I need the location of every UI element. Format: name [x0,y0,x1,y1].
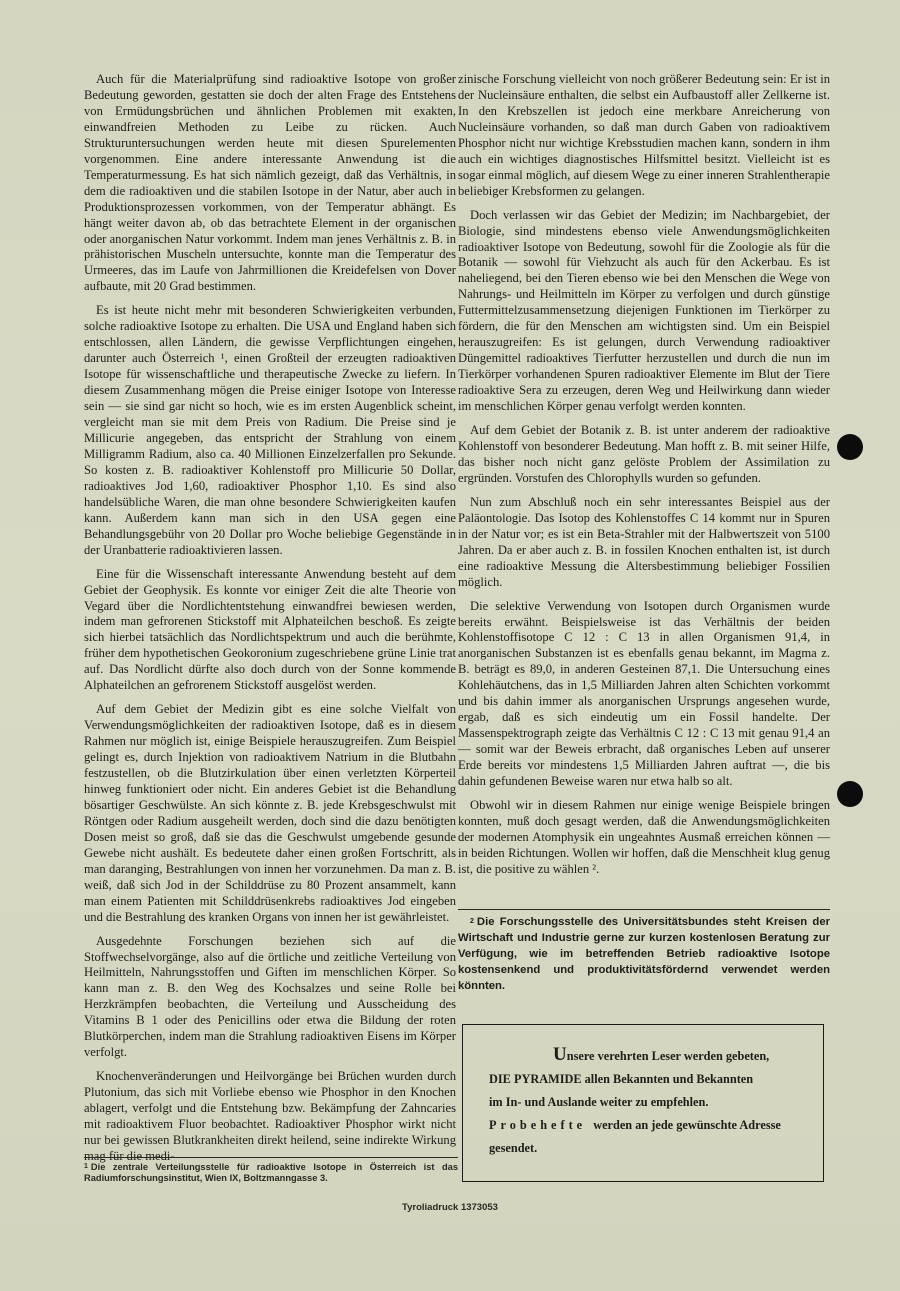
punch-hole-bottom [837,781,863,807]
paragraph-bones: Knochenveränderungen und Heilvorgänge bei Brüchen wurden durch Plutonium, das sich mit Vorliebe ebenso wie Phosphor in den Knochen ablagert, verfolgt und die Entstehung bzw. Bekämpfung der Zahncaries mit radioaktivem Fluor beobachtet. Radioaktiver Phosphor wirkt nicht nur bei gewissen Blutkrankheiten direkt heilend, seine indirekte Wirkung mag für die medi- [84,1069,456,1163]
paragraph-botany: Auf dem Gebiet der Botanik z. B. ist unter anderem der radioaktive Kohlenstoff von besonderer Bedeutung. Man hofft z. B. mit seiner Hilfe, das bisher noch nicht ganz gelöste Problem der Assimilation zu ergründen. Vorstufen des Chlorophylls wurden so gefunden. [458,423,830,485]
paragraph-medicine-continued: zinische Forschung vielleicht von noch größerer Bedeutung sein: Er ist in der Nucleinsäure enthalten, die selbst ein Aufbaustoff aller Zellkerne ist. In den Krebszellen ist jedoch eine merkbare Anreicherung von Nucleinsäure vorhanden, so daß man durch Gaben von radioaktivem Phosphor nicht nur wichtige Krebsstudien machen kann, sondern in ihm auch ein wichtiges diagnostisches Hilfsmittel besitzt. Vielleicht ist es sogar einmal möglich, auf diesem Wege zu einer inneren Strahlentherapie beliebiger Krebsformen zu gelangen. [458,72,830,198]
reader-notice-box [462,1024,824,1182]
footnote-1 [84,1161,458,1184]
footnote-1-text: Die zentrale Verteilungsstelle für radioaktive Isotope in Österreich ist das Radiumforschungsinstitut, Wien IX, Boltzmanngasse 3. [84,1162,458,1183]
paragraph-material-testing: Auch für die Materialprüfung sind radioaktive Isotope von großer Bedeutung geworden, gestatten sie doch der alten Frage des Entstehens von Ermüdungsbrüchen und ähnlichen Problemen mit exakten, einwandfreien Methoden zu Leibe zu rücken. Auch Strukturuntersuchungen werden heute mit diesen Spurelementen vorgenommen. Eine andere interessante Anwendung ist die Temperaturmessung. Es hat sich nämlich gezeigt, daß das Verhältnis, in dem die radioaktiven und die stabilen Isotope in der Natur, aber auch in Produktionsprozessen vorkommen, von der Temperatur abhängt. Es hängt weiter davon ab, ob das betrachtete Element in der organischen oder anorganischen Natur vorkommt. Indem man jenes Verhältnis z. B. in prähistorischen Muscheln untersuchte, konnte man die Temperatur des Urmeeres, das im Laufe von Jahrmillionen die Kreidefelsen von Dover aufbaute, mit 20 Grad bestimmen. [84,72,456,294]
notice-line-1: Unsere verehrten Leser werden gebeten, [553,1044,770,1065]
right-column [458,72,830,886]
printer-mark: Tyroliadruck 1373053 [402,1202,498,1213]
footnote-divider-left [84,1157,458,1158]
notice-line-2: DIE PYRAMIDE allen Bekannten und Bekannten [489,1072,754,1086]
footnote-1-marker: 1 [84,1163,88,1170]
paragraph-paleontology: Nun zum Abschluß noch ein sehr interessantes Beispiel aus der Paläontologie. Das Isotop des Kohlenstoffes C 14 kommt nur in Spuren in der Natur vor; es ist ein Beta-Strahler mit der Halbwertszeit von 5100 Jahren. Da er aber auch z. B. in fossilen Knochen enthalten ist, ist durch eine radioaktive Messung die Altersbestimmung beliebiger Fossilien möglich. [458,494,830,589]
footnote-2 [458,914,830,994]
paragraph-medicine: Auf dem Gebiet der Medizin gibt es eine solche Vielfalt von Verwendungsmöglichkeiten der radioaktiven Isotope, daß es in diesem Rahmen nur möglich ist, einige Beispiele herauszugreifen. Zum Beispiel gelingt es, durch Injektion von radioaktivem Natrium in die Blutbahn festzustellen, ob die Blutzirkulation über einen verletzten Körperteil hinweg funktioniert oder nicht. Ein anderes Gebiet ist die Behandlung bösartiger Geschwülste. An sich könnte z. B. jede Krebsgeschwulst mit Röntgen oder Radium ausgeheilt werden, doch sind die dazu benötigten Dosen meist so groß, daß sie das die Geschwulst umgebende gesunde Gewebe nicht aushält. Es bedeutete daher einen großen Fortschritt, als man daranging, Bestrahlungen von innen her vorzunehmen. Da man z. B. weiß, daß sich Jod in der Schilddrüse zu 80 Prozent ansammelt, kann man einem Patienten mit Schilddrüsenkrebs radioaktives Jod eingeben und die Bestrahlung des kranken Organs von innen her ist gewährleistet. [84,702,456,924]
footnote-divider-right [458,909,830,910]
magazine-name: DIE PYRAMIDE [489,1072,582,1086]
footnote-2-text: Die Forschungsstelle des Universitätsbundes steht Kreisen der Wirtschaft und Industrie gerne zur kurzen kostenlosen Beratung zur Verfügung, wie im betreffenden Betrieb radioaktive Isotope kostensenkend und produktivitätsfördernd verwendet werden könnten. [458,916,830,992]
notice-line-5: gesendet. [489,1141,538,1155]
footnote-2-marker: 2 [470,918,474,925]
paragraph-geophysics: Eine für die Wissenschaft interessante Anwendung besteht auf dem Gebiet der Geophysik. Es konnte vor einiger Zeit die alte Theorie von Vegard über die Nordlichtentstehung einwandfrei bewiesen werden, indem man gefrorenen Stickstoff mit Alphateilchen beschoß. Es zeigte sich hierbei tatsächlich das Nordlichtspektrum und auch die berühmte, früher dem hypothetischen Geokoronium zugeschriebene grüne Linie trat auf. Das Nordlicht dürfte also doch durch von der Sonne kommende Alphateilchen an gefrorenem Stickstoff ausgelöst werden. [84,566,456,693]
punch-hole-top [837,434,863,460]
left-column [84,72,456,1173]
paragraph-biology: Doch verlassen wir das Gebiet der Medizin; im Nachbargebiet, der Biologie, sind mindestens ebenso viele Anwendungsmöglichkeiten radioaktiver Isotope von Bedeutung, sowohl für die Zoologie als für die Botanik — sowohl für Viehzucht als auch für den Ackerbau. Es ist naheliegend, bei den Tieren ebenso wie bei den Menschen die Wege von Nahrungs- und Heilmitteln im Körper zu verfolgen und durch günstige Futtermittelzusammensetzung diejenigen Funktionen im Tierkörper zu fördern, die für den Menschen am wichtigsten sind. Um ein Beispiel herauszugreifen: Es ist gelungen, durch Verwendung radioaktiver Düngemittel radioaktives Tierfutter herzustellen und durch die nun im Tierkörper vorhandenen Spuren radioaktiver Elemente im Blut der Tiere radioaktive Sera zu erzeugen, deren Weg und Heilwirkung dann wieder im menschlichen Körper genau verfolgt werden konnten. [458,207,830,414]
paragraph-metabolism: Ausgedehnte Forschungen beziehen sich auf die Stoffwechselvorgänge, also auf die örtliche und zeitliche Verteilung von Heilmitteln, Nahrungsstoffen und Giften im menschlichen Körper. So kann man z. B. den Weg des Kochsalzes und seine Rolle bei Herzkrämpfen beobachten, die Verteilung und Ausscheidung des Vitamins B 1 oder des Penicillins oder etwa die Bildung der roten Blutkörperchen, indem man die Strahlung radioaktiven Eisens im Körper verfolgt. [84,933,456,1060]
paragraph-conclusion: Obwohl wir in diesem Rahmen nur einige wenige Beispiele bringen konnten, muß doch gesagt werden, daß die Anwendungsmöglichkeiten der modernen Atomphysik ein ungeahntes Ausmaß erreichen können — in beiden Richtungen. Wollen wir hoffen, daß die Menschheit klug genug ist, die positive zu wählen ². [458,797,830,876]
notice-line-4: Probehefte werden an jede gewünschte Adresse [489,1118,781,1132]
paragraph-selective-use: Die selektive Verwendung von Isotopen durch Organismen wurde bereits erwähnt. Beispielsweise ist das Verhältnis der beiden Kohlenstoffisotope C 12 : C 13 in allen Organismen 91,4, in anorganischen Substanzen ist es ebenfalls genau bekannt, im Magma z. B. beträgt es 89,0, in anderen Gesteinen 87,1. Die Untersuchung eines Kohlehäutchens, das in 1,5 Milliarden Jahren alten Schichten vorkommt und bis dahin immer als anorganischen Ursprungs angesehen wurde, ergab, daß es sich eindeutig um ein Fossil handelte. Der Massenspektrograph zeigte das Verhältnis C 12 : C 13 mit genau 91,4 an — somit war der Beweis erbracht, daß organisches Leben auf unserer Erde bereits vor mindestens 1,5 Milliarden Jahren auftrat —, die bis dahin gefundenen Beweise waren nur etwa halb so alt. [458,598,830,789]
notice-line-3: im In- und Auslande weiter zu empfehlen. [489,1095,709,1109]
paragraph-availability: Es ist heute nicht mehr mit besonderen Schwierigkeiten verbunden, solche radioaktive Isotope zu erhalten. Die USA und England haben sich entschlossen, allen Ländern, die gewisse Verpflichtungen eingehen, darunter auch Österreich ¹, einen Großteil der erzeugten radioaktiven Isotope für wissenschaftliche und therapeutische Zwecke zu liefern. In diesem Zusammenhang mögen die Preise einiger Isotope von Interesse sein — sie sind gar nicht so hoch, wie es im ersten Augenblick scheint, vergleicht man sie mit dem Preis von Radium. Die Preise sind je Millicurie angegeben, das entspricht der Strahlung von einem Milligramm Radium, also ca. 40 Millionen Einzelzerfallen pro Sekunde. So kosten z. B. radioaktiver Kohlenstoff pro Millicurie 50 Dollar, radioaktives Jod 1,60, radioaktiver Phosphor 1,10. Es sind also handelsübliche Waren, die man ohne besondere Schwierigkeiten kaufen kann. Außerdem kann man sich in den USA gegen eine Behandlungsgebühr von 20 Dollar pro Woche beliebige Gegenstände in der Uranbatterie radioaktivieren lassen. [84,303,456,557]
